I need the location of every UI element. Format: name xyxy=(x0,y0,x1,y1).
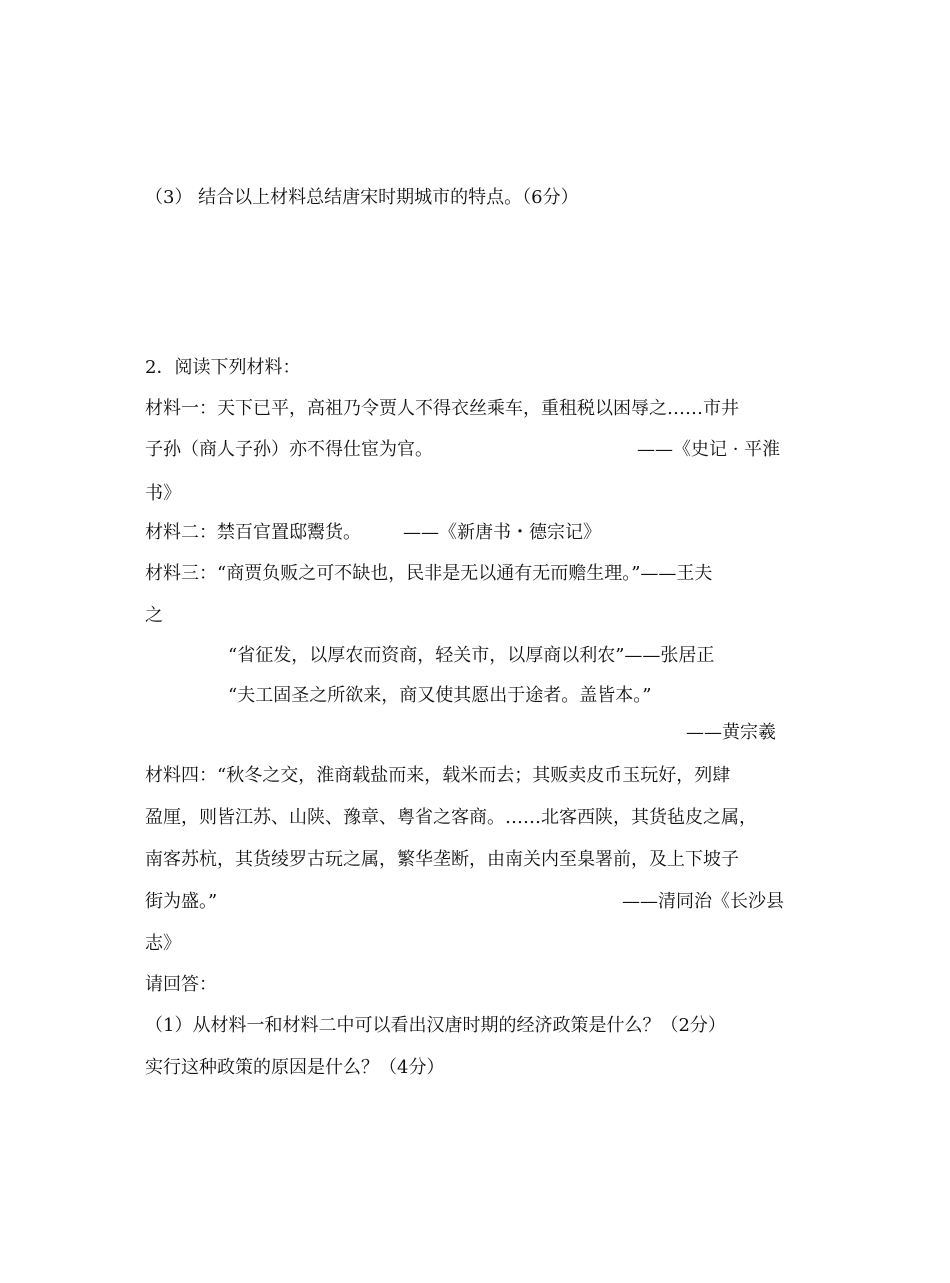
material-3-line-1-continued: 之 xyxy=(145,605,163,626)
material-4-line-1: 材料四：“秋冬之交，淮商载盐而来，载米而去；其贩卖皮币玉玩好，列肆 xyxy=(145,765,731,786)
material-4-line-3: 南客苏杭，其货绫罗古玩之属，繁华垄断，由南关内至臬署前，及上下坡子 xyxy=(145,849,739,870)
material-2-text: 材料二：禁百官置邸鬻货。 xyxy=(145,522,361,543)
material-3-quote-3: “夫工固圣之所欲来，商又使其愿出于途者。盖皆本。” xyxy=(228,685,652,706)
material-4-line-4: 街为盛。” xyxy=(145,891,218,912)
material-1-source-continued: 书》 xyxy=(145,483,181,504)
section-heading: 2．阅读下列材料： xyxy=(145,357,301,378)
material-2-source: ——《新唐书・德宗记》 xyxy=(403,522,601,543)
material-4-line-2: 盈厘，则皆江苏、山陕、豫章、粤省之客商。……北客西陕，其货毡皮之属， xyxy=(145,807,757,828)
material-4-source: ——清同治《长沙县 xyxy=(622,891,784,912)
question-1-line-2: 实行这种政策的原因是什么？（4分） xyxy=(145,1057,445,1078)
material-3-line-1: 材料三：“商贾负贩之可不缺也，民非是无以通有无而赡生理。”——王夫 xyxy=(145,563,713,584)
material-3-quote-3-source: ——黄宗羲 xyxy=(686,722,776,743)
question-1-line-1: （1）从材料一和材料二中可以看出汉唐时期的经济政策是什么？（2分） xyxy=(145,1015,726,1036)
material-1-source: ——《史记 · 平淮 xyxy=(637,439,781,460)
material-1-line-1: 材料一：天下已平，高祖乃令贾人不得衣丝乘车，重租税以困辱之……市井 xyxy=(145,398,739,419)
material-1-line-2: 子孙（商人子孙）亦不得仕宦为官。 xyxy=(145,439,433,460)
material-4-source-continued: 志》 xyxy=(145,933,181,954)
material-3-quote-2: “省征发，以厚农而资商，轻关市，以厚商以利农”——张居正 xyxy=(228,645,715,666)
question-3-text: （3） 结合以上材料总结唐宋时期城市的特点。（6分） xyxy=(145,187,579,208)
answer-prompt: 请回答： xyxy=(145,974,217,995)
